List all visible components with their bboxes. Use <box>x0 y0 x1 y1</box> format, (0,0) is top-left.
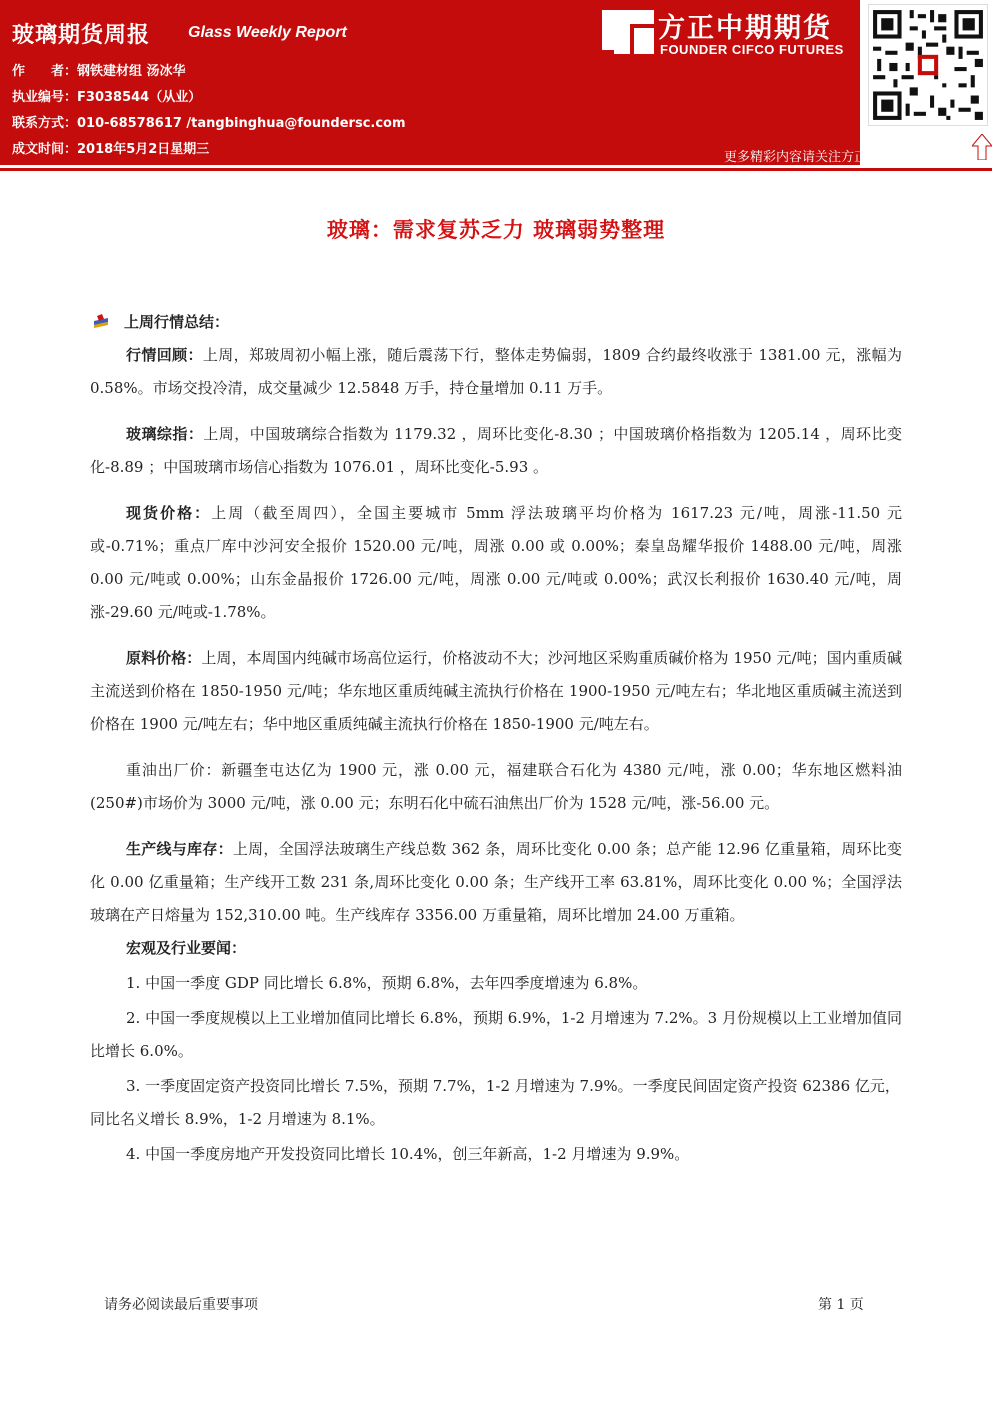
wechat-qr-code <box>868 4 988 126</box>
contact-line <box>12 112 406 131</box>
logo-text-en: FOUNDER CIFCO FUTURES <box>660 42 844 57</box>
para-text: 上周，郑玻周初小幅上涨，随后震荡下行，整体走势偏弱，1809 合约最终收涨于 1381.00 元，涨幅为 0.58%。市场交投冷清，成交量减少 12.5848 万手，持仓量增加 0.11 万手。 <box>90 346 902 397</box>
para-market-review <box>90 339 902 405</box>
para-heavy-oil <box>90 754 902 820</box>
logo-text-cn: 方正中期期货 <box>658 13 832 44</box>
author-line <box>12 60 186 79</box>
report-body <box>90 306 902 1171</box>
para-text: 上周（截至周四），全国主要城市 5mm 浮法玻璃平均价格为 1617.23 元/吨，周涨-11.50 元或-0.71%；重点厂库中沙河安全报价 1520.00 元/吨，周涨 0.00 或 0.00%；秦皇岛耀华报价 1488.00 元/吨，周涨 0.00 元/吨或 0.00%；山东金晶报价 1726.00 元/吨，周涨 0.00 元/吨或 0.00%；武汉长利报价 1630.40 元/吨，周涨-29.60 元/吨或-1.78%。 <box>90 504 902 621</box>
contact-label: 联系方式： <box>12 116 78 131</box>
book-bullet-icon <box>92 312 110 332</box>
macro-heading: 宏观及行业要闻： <box>126 939 247 957</box>
para-spot-price <box>90 497 902 629</box>
page-number: 第 1 页 <box>818 1297 864 1313</box>
date-line <box>12 138 209 157</box>
document-title: 玻璃：需求复苏乏力 玻璃弱势整理 <box>326 218 666 242</box>
license-value: F3038544（从业） <box>77 90 202 105</box>
summary-heading-text: 上周行情总结： <box>124 313 230 331</box>
footer-disclaimer: 请务必阅读最后重要事项 <box>104 1297 258 1313</box>
author-label: 作 者： <box>12 64 78 79</box>
report-title-cn: 玻璃期货周报 <box>12 23 151 48</box>
author-value: 钢铁建材组 汤冰华 <box>77 64 186 79</box>
para-production-inventory <box>90 833 902 932</box>
header-divider <box>0 168 992 171</box>
para-text: 上周，中国玻璃综合指数为 1179.32 ，周环比变化-8.30 ；中国玻璃价格指数为 1205.14 ，周环比变化-8.89 ；中国玻璃市场信心指数为 1076.01 ，周环比变化-5.93 。 <box>90 425 902 476</box>
report-title-en: Glass Weekly Report <box>188 24 347 41</box>
para-label: 玻璃综指： <box>126 425 204 443</box>
report-header <box>0 0 992 170</box>
macro-item: 3. 一季度固定资产投资同比增长 7.5%，预期 7.7%，1-2 月增速为 7.9%。一季度民间固定资产投资 62386 亿元，同比名义增长 8.9%，1-2 月增速为 8.1%。 <box>90 1077 900 1128</box>
summary-heading <box>92 306 902 339</box>
para-text: 上周，本周国内纯碱市场高位运行，价格波动不大；沙河地区采购重质碱价格为 1950 元/吨；国内重质碱主流送到价格在 1850-1950 元/吨；华东地区重质纯碱主流执行价格在 1900-1950 元/吨左右；华北地区重质碱主流送到价格在 1900 元/吨左右；华中地区重质纯碱主流执行价格在 1850-1900 元/吨左右。 <box>90 649 902 733</box>
date-label: 成文时间： <box>12 142 78 157</box>
wechat-follow-note: 更多精彩内容请关注方正中期官方微信 <box>724 150 946 165</box>
license-label: 执业编号： <box>12 90 78 105</box>
founder-logo-mark-icon <box>614 6 654 54</box>
macro-item: 4. 中国一季度房地产开发投资同比增长 10.4%，创三年新高，1-2 月增速为 9.9%。 <box>126 1145 690 1163</box>
para-label: 生产线与库存： <box>126 840 233 858</box>
macro-item: 2. 中国一季度规模以上工业增加值同比增长 6.8%，预期 6.9%，1-2 月增速为 7.2%。3 月份规模以上工业增加值同比增长 6.0%。 <box>90 1009 902 1060</box>
arrow-up-icon <box>972 134 992 160</box>
para-label: 现货价格： <box>126 504 212 522</box>
date-value: 2018年5月2日星期三 <box>77 142 210 157</box>
qr-code-icon <box>869 5 987 125</box>
para-label: 原料价格： <box>126 649 202 667</box>
para-glass-index <box>90 418 902 484</box>
license-line <box>12 86 201 105</box>
para-text: 重油出厂价：新疆奎屯达亿为 1900 元，涨 0.00 元，福建联合石化为 4380 元/吨，涨 0.00；华东地区燃料油(250#)市场价为 3000 元/吨，涨 0.00 元；东明石化中硫石油焦出厂价为 1528 元/吨，涨-56.00 元。 <box>90 761 902 812</box>
para-raw-material <box>90 642 902 741</box>
para-text: 上周，全国浮法玻璃生产线总数 362 条，周环比变化 0.00 条；总产能 12.96 亿重量箱，周环比变化 0.00 亿重量箱；生产线开工数 231 条,周环比变化 0.00 条；生产线开工率 63.81%，周环比变化 0.00 %；全国浮法玻璃在产日熔量为 152,310.00 吨。生产线库存 3356.00 万重量箱，周环比增加 24.00 万重箱。 <box>90 840 902 924</box>
contact-value: 010-68578617 /tangbinghua@foundersc.com <box>77 116 406 131</box>
para-label: 行情回顾： <box>126 346 203 364</box>
macro-item: 1. 中国一季度 GDP 同比增长 6.8%，预期 6.8%，去年四季度增速为 6.8%。 <box>126 974 648 992</box>
